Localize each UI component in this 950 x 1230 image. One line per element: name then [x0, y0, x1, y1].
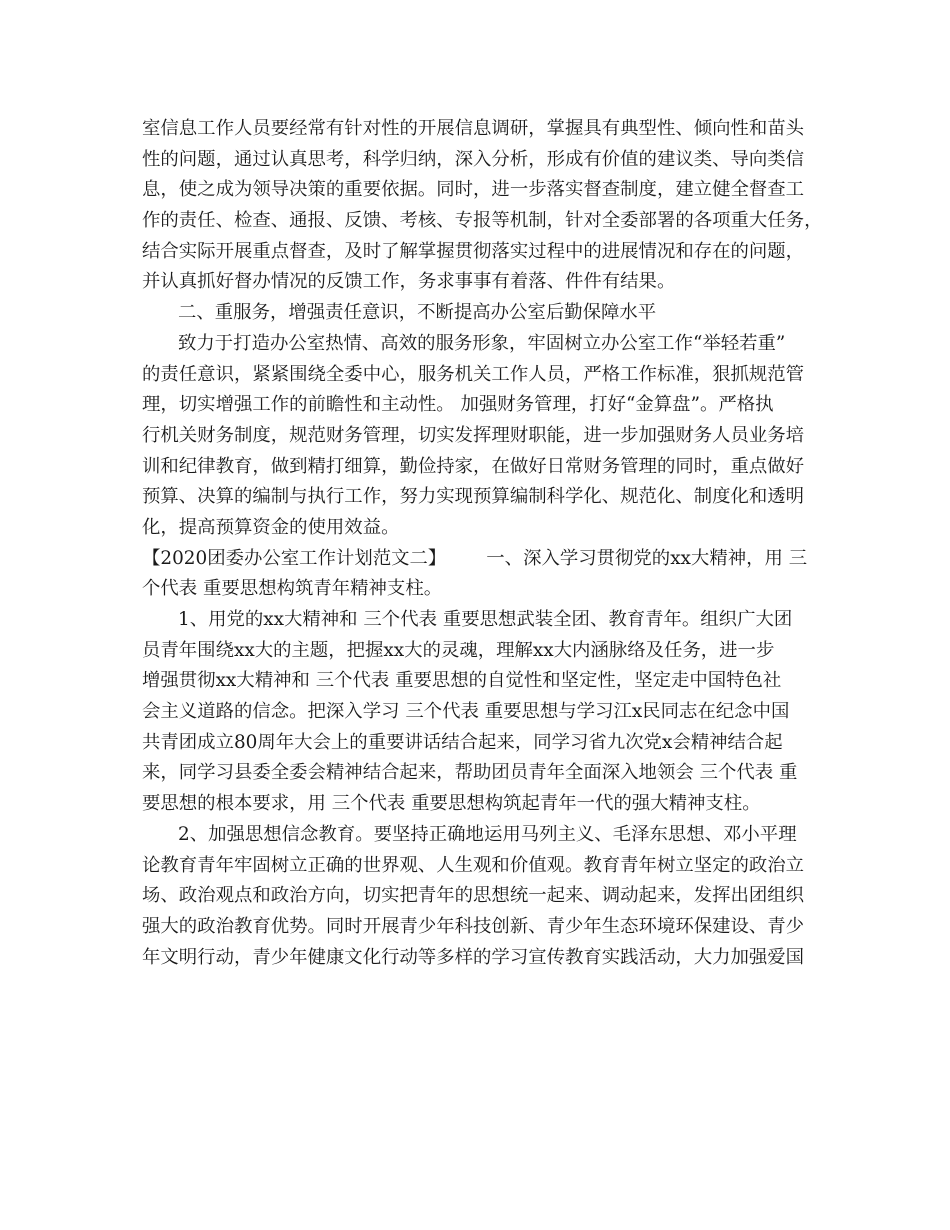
text-line: 论教育青年牢固树立正确的世界观、人生观和价值观。教育青年树立坚定的政治立: [142, 854, 805, 876]
text-line: 的责任意识，紧紧围绕全委中心，服务机关工作人员，严格工作标准，狠抓规范管: [142, 363, 805, 385]
article-title: 【2020团委办公室工作计划范文二】: [142, 547, 447, 569]
text-line: 一、深入学习贯彻党的xx大精神，用 三: [486, 547, 808, 569]
text-line: 增强贯彻xx大精神和 三个代表 重要思想的自觉性和坚定性，坚定走中国特色社: [142, 670, 782, 692]
title-line: [142, 544, 818, 575]
text-line: 来，同学习县委全委会精神结合起来，帮助团员青年全面深入地领会 三个代表 重: [142, 762, 798, 784]
text-line: 结合实际开展重点督查，及时了解掌握贯彻落实过程中的进展情况和存在的问题，: [142, 240, 805, 262]
text-line: 室信息工作人员要经常有针对性的开展信息调研，掌握具有典型性、倾向性和苗头: [142, 118, 805, 139]
text-line: 理，切实增强工作的前瞻性和主动性。 加强财务管理，打好“金算盘”。严格执: [142, 394, 774, 416]
text-line: 会主义道路的信念。把深入学习 三个代表 重要思想与学习江x民同志在纪念中国: [142, 701, 790, 723]
text-line: 致力于打造办公室热情、高效的服务形象，牢固树立办公室工作“举轻若重”: [178, 332, 786, 354]
text-line: 要思想的根本要求，用 三个代表 重要思想构筑起青年一代的强大精神支柱。: [142, 793, 761, 815]
text-line: 个代表 重要思想构筑青年精神支柱。: [142, 578, 443, 600]
text-line: 训和纪律教育，做到精打细算，勤俭持家，在做好日常财务管理的同时，重点做好: [142, 455, 805, 477]
text-line: 并认真抓好督办情况的反馈工作，务求事事有着落、件件有结果。: [142, 271, 676, 293]
text-line: 1、用党的xx大精神和 三个代表 重要思想武装全团、教育青年。组织广大团: [178, 609, 793, 630]
text-line: 年文明行动，青少年健康文化行动等多样的学习宣传教育实践活动，大力加强爱国: [142, 946, 805, 968]
text-line: 作的责任、检查、通报、反馈、考核、专报等机制，针对全委部署的各项重大任务，: [142, 210, 823, 232]
text-line: 性的问题，通过认真思考，科学归纳，深入分析，形成有价值的建议类、导向类信: [142, 148, 805, 170]
section-heading: 二、重服务，增强责任意识，不断提高办公室后勤保障水平: [178, 302, 657, 324]
text-line: 2、加强思想信念教育。要坚持正确地运用马列主义、毛泽东思想、邓小平理: [178, 823, 797, 845]
text-line: 化，提高预算资金的使用效益。: [142, 516, 400, 538]
text-line: 员青年围绕xx大的主题，把握xx大的灵魂，理解xx大内涵脉络及任务，进一步: [142, 639, 775, 661]
text-line: 共青团成立80周年大会上的重要讲话结合起来，同学习省九次党x会精神结合起: [142, 731, 783, 753]
text-line: 行机关财务制度，规范财务管理，切实发挥理财职能，进一步加强财务人员业务培: [142, 424, 805, 446]
text-line: 息，使之成为领导决策的重要依据。同时，进一步落实督查制度，建立健全督查工: [142, 179, 805, 201]
text-line: 强大的政治教育优势。同时开展青少年科技创新、青少年生态环境环保建设、青少: [142, 915, 805, 937]
text-line: 场、政治观点和政治方向，切实把青年的思想统一起来、调动起来，发挥出团组织: [142, 885, 805, 907]
text-line: 预算、决算的编制与执行工作，努力实现预算编制科学化、规范化、制度化和透明: [142, 486, 805, 508]
document-body: [142, 114, 823, 973]
